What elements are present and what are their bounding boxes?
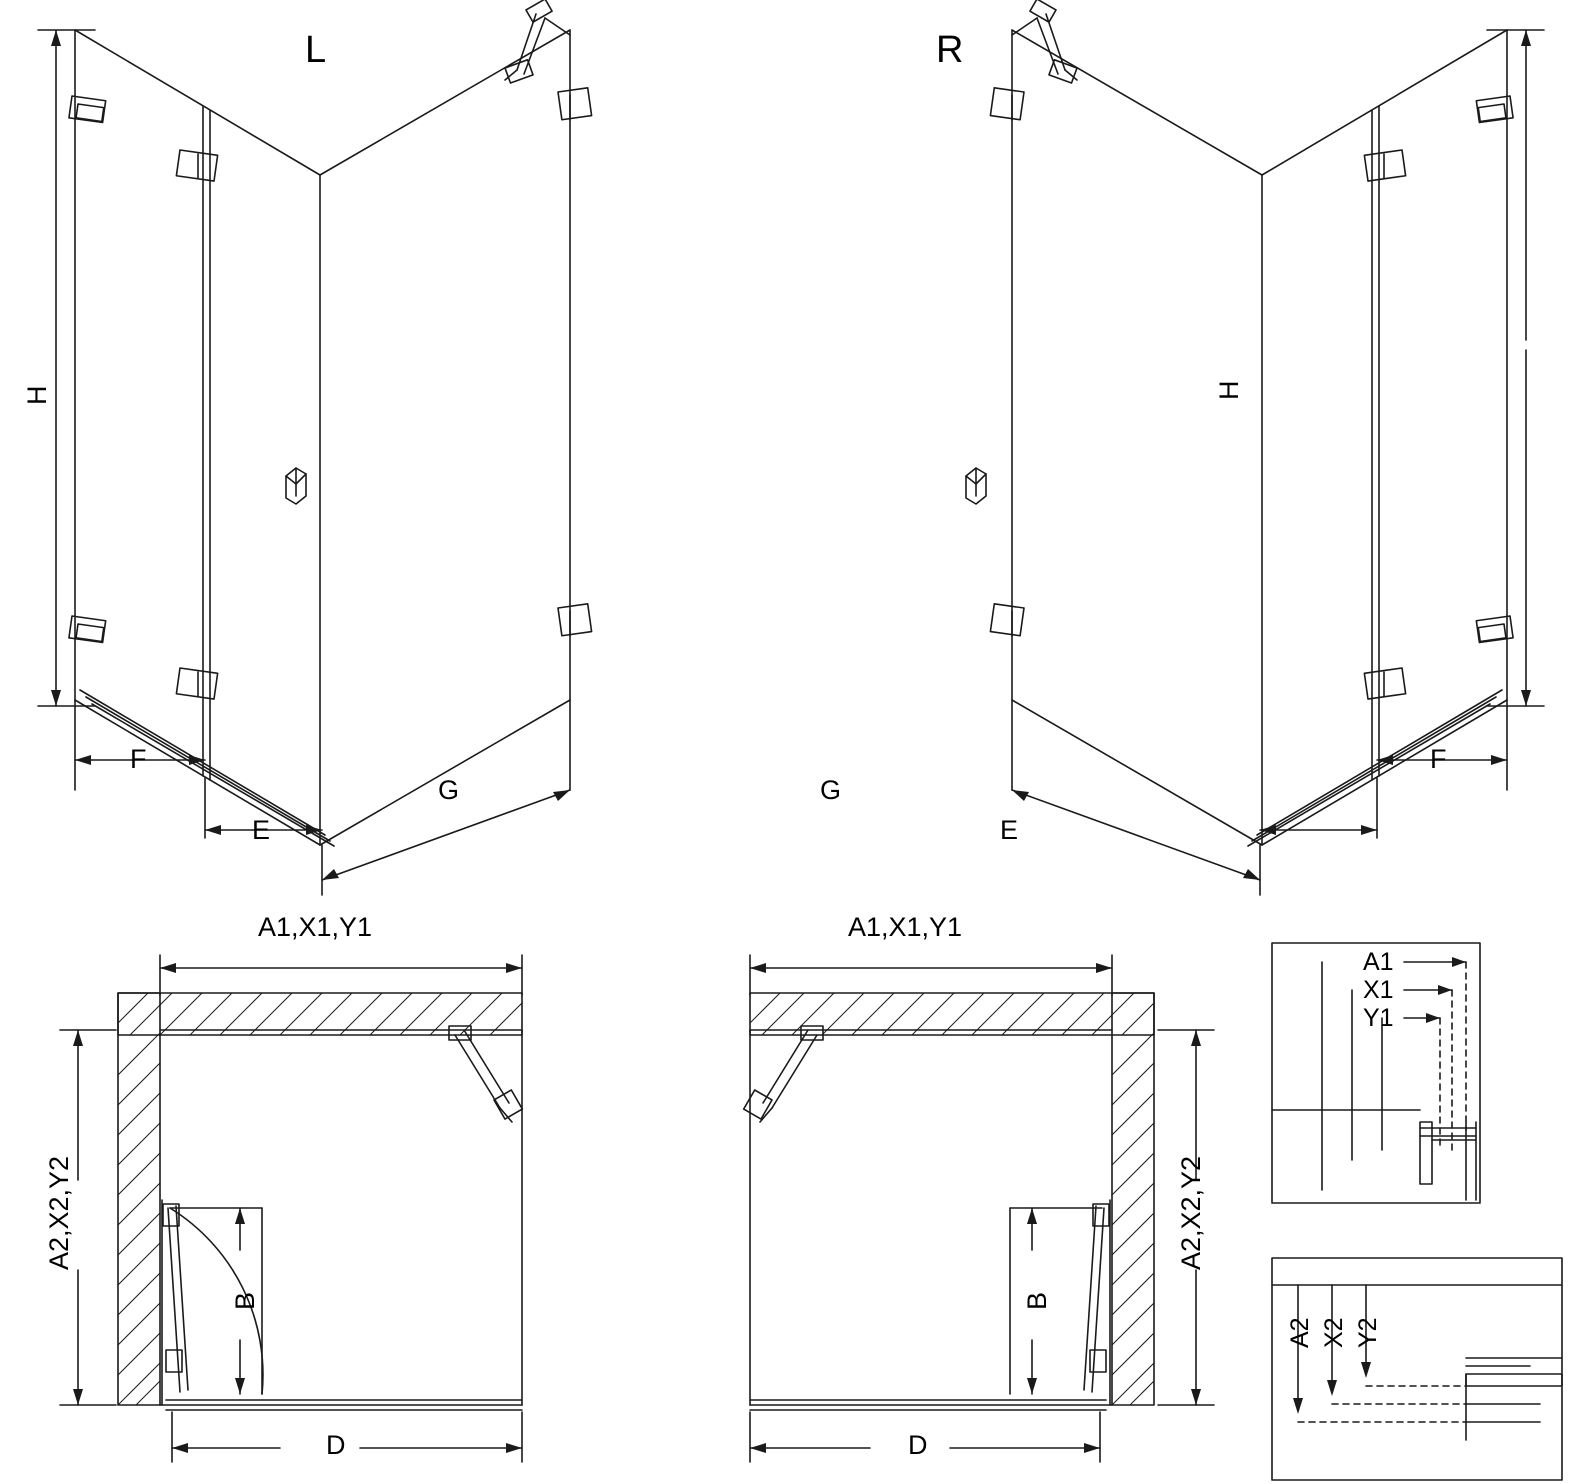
detail-top-label-x1: X1 [1363,976,1394,1004]
plan-left-top-dimension-label: A1,X1,Y1 [258,912,373,942]
plan-right-swing-label: B [1022,1291,1052,1310]
detail-top-label-y1: Y1 [1363,1004,1394,1032]
iso-right-front-panel-label: F [1430,744,1447,774]
plan-right-bottom-dimension-label: D [908,1430,928,1460]
detail-bottom-label-a2: A2 [1286,1317,1314,1348]
plan-right-side-dimension-label: A2,X2,Y2 [1176,1155,1206,1270]
detail-bottom-label-x2: X2 [1320,1317,1348,1348]
iso-right-title: R [936,29,964,71]
detail-top-label-a1: A1 [1363,948,1394,976]
detail-bottom-label-y2: Y2 [1354,1317,1382,1348]
iso-left-front-panel-label: F [130,744,147,774]
iso-right-height-label: H [1214,380,1244,400]
iso-right-door-label: E [1000,815,1019,845]
iso-left-title: L [305,29,327,71]
plan-left-swing-label: B [230,1291,260,1310]
iso-left-height-label: H [22,385,52,405]
iso-right-side-panel-label: G [820,775,842,805]
plan-left-side-dimension-label: A2,X2,Y2 [44,1155,74,1270]
iso-left-side-panel-label: G [438,775,460,805]
plan-left-bottom-dimension-label: D [326,1430,346,1460]
plan-right-top-dimension-label: A1,X1,Y1 [848,912,963,942]
iso-left-door-label: E [252,815,271,845]
